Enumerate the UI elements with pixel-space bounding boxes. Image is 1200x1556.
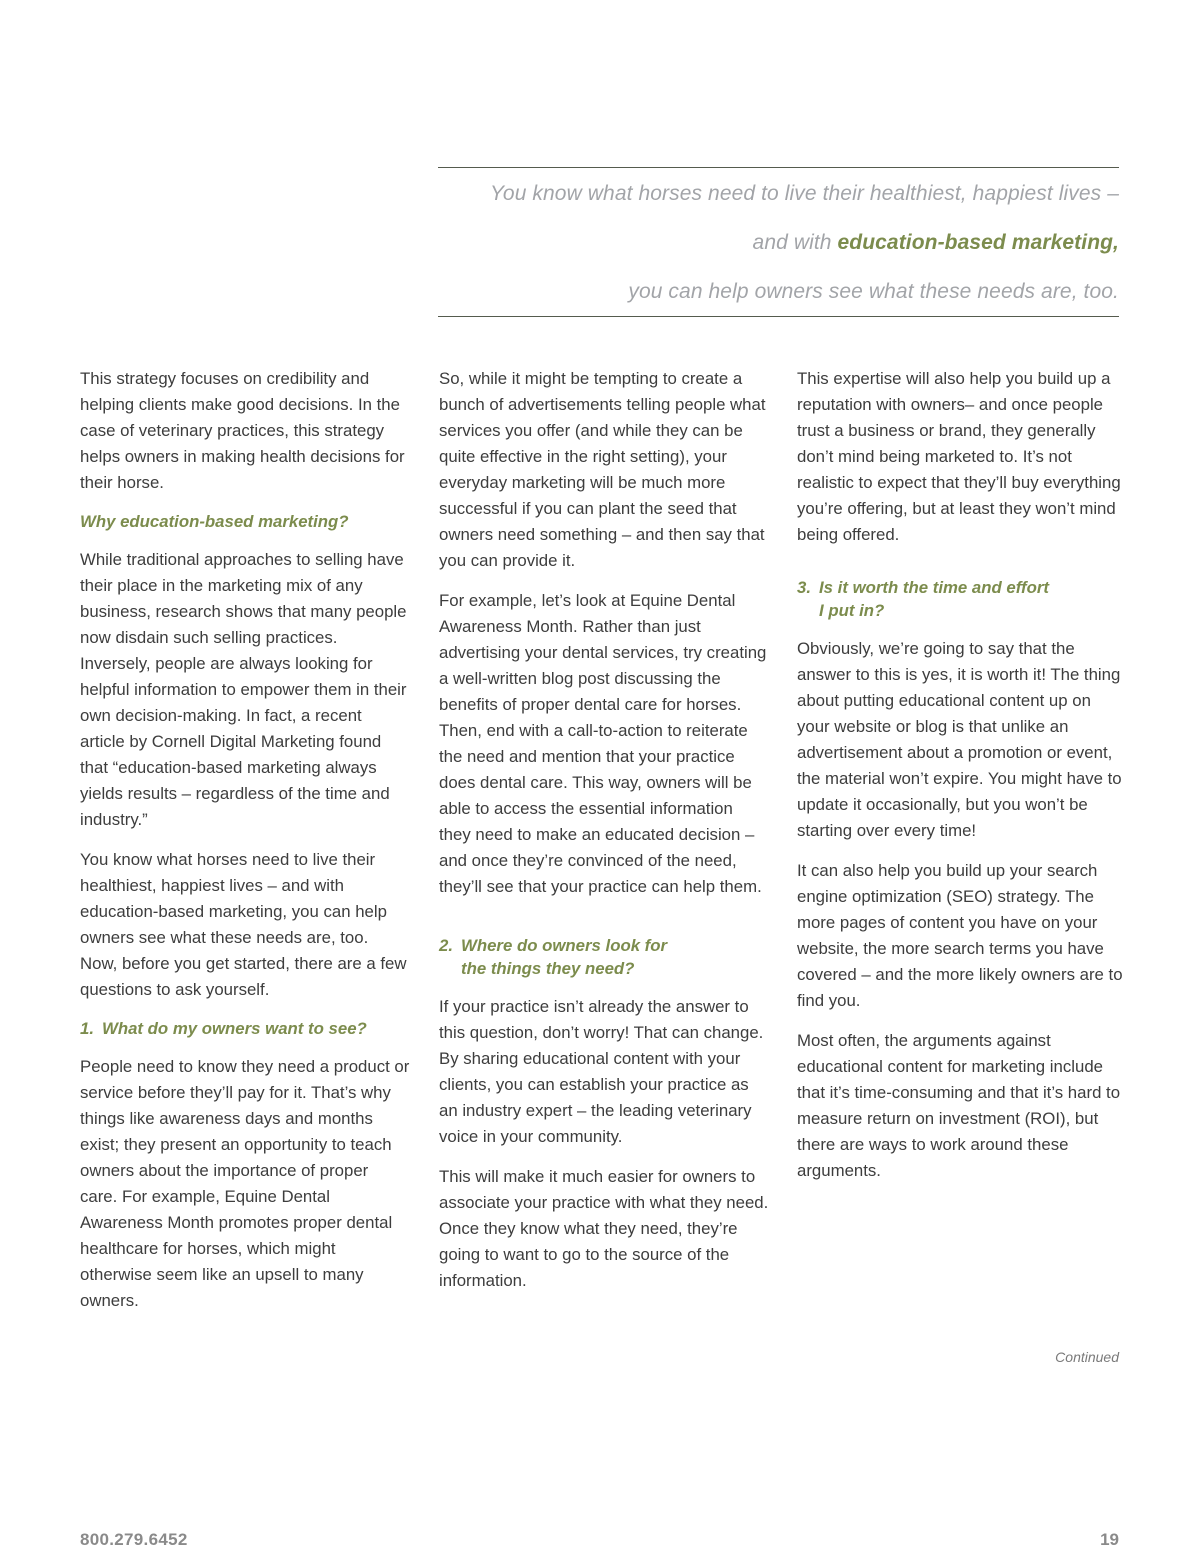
- col2-paragraph-2: For example, let’s look at Equine Dental Awareness Month. Rather than just advertising your dental services, try creating a well-written blog post discussing the benefits of proper dental care for horses. Then, end with a call-to-action to reiterate the need and mention that your practice does dental care. This way, owners will be able to access the essential information they need to make an educated decision – and once they’re convinced of the need, they’ll see that your practice can help them.: [439, 591, 767, 896]
- question-1-number: 1.: [80, 1019, 94, 1038]
- col3-paragraph-2: Obviously, we’re going to say that the answer to this is yes, it is worth it! The thing about putting educational content up on your website or blog is that unlike an advertisement about a promotion or event, the material won’t expire. You might have to update it occasionally, but you won’t be starting over every time!: [797, 639, 1122, 840]
- col2-heading-question-2: [439, 934, 769, 980]
- column-3: [797, 366, 1127, 1198]
- question-1-text: What do my owners want to see?: [102, 1019, 367, 1038]
- question-3-number: 3.: [797, 578, 811, 597]
- question-2-text-line-2: the things they need?: [461, 959, 635, 978]
- pull-quote-line-2: [753, 231, 1119, 255]
- page-number: 19: [1100, 1530, 1119, 1549]
- pull-quote-line-2-lead: and with: [752, 231, 838, 254]
- question-3-text-line-1: Is it worth the time and effort: [819, 578, 1049, 597]
- col2-paragraph-4: This will make it much easier for owners to associate your practice with what they need. Once they know what they need, they’re going to want to go to the source of the information.: [439, 1167, 769, 1290]
- continued-label: Continued: [1055, 1349, 1119, 1365]
- col2-paragraph-3: If your practice isn’t already the answer to this question, don’t worry! That can change. By sharing educational content with your clients, you can establish your practice as an industry expert – the leading veterinary voice in your community.: [439, 997, 764, 1146]
- question-3-text-line-2: I put in?: [819, 601, 885, 620]
- col1-heading-why: Why education-based marketing?: [80, 512, 349, 531]
- pull-quote: [438, 167, 1119, 317]
- col3-heading-question-3: [797, 576, 1127, 622]
- pull-quote-emphasis: education-based marketing,: [837, 231, 1119, 254]
- footer-phone-number: 800.279.6452: [80, 1530, 188, 1549]
- question-2-text-line-1: Where do owners look for: [461, 936, 668, 955]
- col3-paragraph-3: It can also help you build up your search engine optimization (SEO) strategy. The more pages of content you have on your website, the more search terms you have covered – and the more likely owners are to find you.: [797, 861, 1123, 1010]
- col1-paragraph-4: People need to know they need a product or service before they’ll pay for it. That’s why things like awareness days and months exist; they present an opportunity to teach owners about the importance of proper care. For example, Equine Dental Awareness Month promotes proper dental healthcare for horses, which might otherwise seem like an upsell to many owners.: [80, 1057, 410, 1310]
- column-2: [439, 366, 769, 1308]
- pull-quote-line-3: you can help owners see what these needs are, too.: [628, 280, 1119, 303]
- column-1: [80, 366, 410, 1328]
- col2-paragraph-1: So, while it might be tempting to create a bunch of advertisements telling people what services you offer (and while they can be quite effective in the right setting), your everyday marketing will be much more successful if you can plant the seed that owners need something – and then say that you can provide it.: [439, 369, 766, 570]
- col3-paragraph-4: Most often, the arguments against educational content for marketing include that it’s time-consuming and that it’s hard to measure return on investment (ROI), but there are ways to work around these arguments.: [797, 1031, 1121, 1180]
- col1-heading-question-1: [80, 1017, 410, 1040]
- col3-paragraph-1: This expertise will also help you build up a reputation with owners– and once people trust a business or brand, they generally don’t mind being marketed to. It’s not realistic to expect that they’ll buy everything you’re offering, but at least they won’t mind being offered.: [797, 369, 1121, 544]
- col1-paragraph-1: This strategy focuses on credibility and helping clients make good decisions. In the case of veterinary practices, this strategy helps owners in making health decisions for their horse.: [80, 369, 405, 492]
- question-2-number: 2.: [439, 936, 453, 955]
- pull-quote-line-1: You know what horses need to live their healthiest, happiest lives –: [489, 182, 1119, 205]
- col1-paragraph-2: While traditional approaches to selling have their place in the marketing mix of any business, research shows that many people now disdain such selling practices. Inversely, people are always looking for helpful information to empower them in their own decision-making. In fact, a recent article by Cornell Digital Marketing found that “education-based marketing always yields results – regardless of the time and industry.”: [80, 550, 407, 829]
- col1-paragraph-3: You know what horses need to live their healthiest, happiest lives – and with education-based marketing, you can help owners see what these needs are, too. Now, before you get started, there are a few questions to ask yourself.: [80, 850, 407, 999]
